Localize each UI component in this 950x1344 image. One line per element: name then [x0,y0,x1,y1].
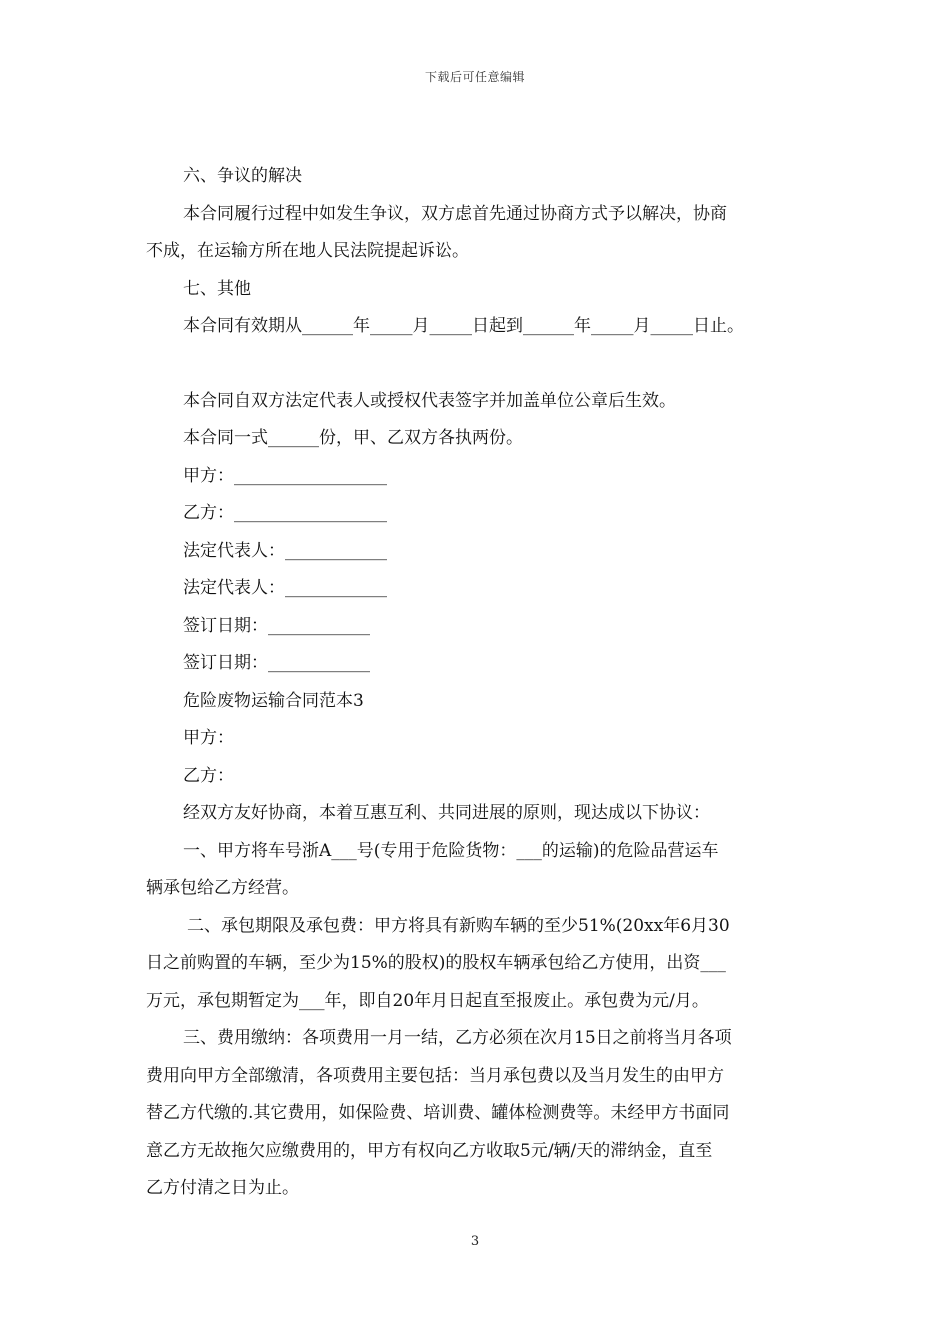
page-header: 下载后可任意编辑 [424,70,525,84]
document-body [146,158,818,1208]
clause-3-line-5: 乙方付清之日为止。 [146,1178,299,1198]
party-b-label: 乙方： [183,765,234,786]
clause-1-line-1: 一、甲方将车号浙A___号(专用于危险货物：___的运输)的危险品营运车 [183,840,719,861]
clause-2-line-3: 万元，承包期暂定为___年，即自20年月日起直至报废止。承包费为元/月。 [146,990,709,1011]
validity-period-line: 本合同有效期从______年_____月_____日起到______年_____月_____日止。 [183,316,744,336]
clause-2-line-2: 日之前购置的车辆，至少为15%的股权)的股权车辆承包给乙方使用，出资___ [146,953,726,973]
clause-3-line-2: 费用向甲方全部缴清，各项费用主要包括：当月承包费以及当月发生的由甲方 [146,1065,724,1086]
copies-line: 本合同一式______份，甲、乙双方各执两份。 [183,428,523,448]
party-a-label: 甲方： [183,728,234,748]
legal-representative-line-1: 法定代表人：____________ [183,540,387,561]
signing-date-line-1: 签订日期：____________ [183,615,370,636]
section-7-title: 七、其他 [183,278,251,299]
party-b-signature-line: 乙方：__________________ [183,503,387,523]
party-a-signature-line: 甲方：__________________ [183,465,387,486]
section-6-title: 六、争议的解决 [183,166,302,186]
contract-3-title: 危险废物运输合同范本3 [183,690,364,711]
legal-representative-line-2: 法定代表人：____________ [183,578,387,598]
page-number: 3 [470,1234,480,1249]
clause-3-line-1: 三、费用缴纳：各项费用一月一结，乙方必须在次月15日之前将当月各项 [183,1028,732,1048]
section-6-body-line-2: 不成，在运输方所在地人民法院提起诉讼。 [146,241,469,261]
clause-1-line-2: 辆承包给乙方经营。 [146,878,299,898]
signing-date-line-2: 签订日期：____________ [183,653,370,673]
clause-3-line-3: 替乙方代缴的.其它费用，如保险费、培训费、罐体检测费等。未经甲方书面同 [146,1103,730,1123]
section-6-body-line-1: 本合同履行过程中如发生争议，双方虑首先通过协商方式予以解决，协商 [183,203,727,224]
effective-clause-line: 本合同自双方法定代表人或授权代表签字并加盖单位公章后生效。 [183,390,676,411]
paragraph-gap [146,346,818,383]
clause-2-line-1: 二、承包期限及承包费：甲方将具有新购车辆的至少51%(20xx年6月30 [187,915,730,936]
clause-3-line-4: 意乙方无故拖欠应缴费用的，甲方有权向乙方收取5元/辆/天的滞纳金，直至 [146,1140,713,1161]
agreement-intro-line: 经双方友好协商，本着互惠互利、共同进展的原则，现达成以下协议： [183,803,710,823]
